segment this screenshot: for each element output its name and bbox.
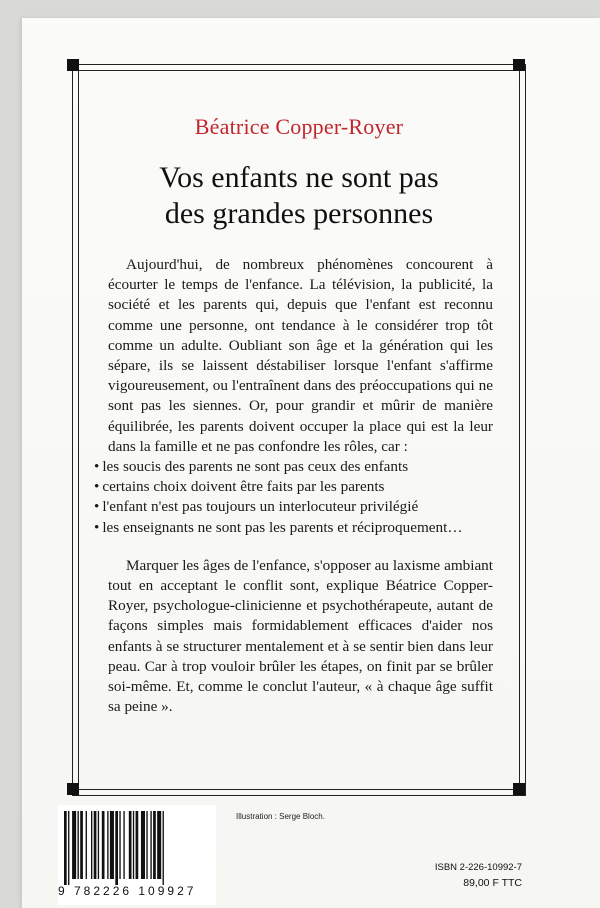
frame-corner-bottom-right: [513, 783, 525, 795]
frame-corner-bottom-left: [67, 783, 79, 795]
blurb-paragraph-1: Aujourd'hui, de nombreux phénomènes concourent à écourter le temps de l'enfance. La télévision, la publicité, la société et les parents qui, depuis que l'enfant est reconnu comme une personne, ont tendance à le considérer trop tôt comme un adulte. Oubliant son âge et la génération qui les sépare, ils se laissent déstabiliser lorsque l'enfant s'affirme vigoureusement, ou l'entraînent dans des préoccupations qui ne sont pas les siennes. Or, pour grandir et mûrir de manière équilibrée, les parents doivent occuper la place qui est la leur dans la famille et ne pas confondre les rôles, car :: [108, 256, 493, 455]
blurb-paragraph-2: Marquer les âges de l'enfance, s'opposer au laxisme ambiant tout en acceptant le conflit sont, explique Béatrice Copper-Royer, psychologue-clinicienne et psychothérapeute, autant de façons simples mais formidablement efficaces d'aider nos enfants à se structurer mentalement et à se sentir bien dans leur peau. Car à trop vouloir brûler les étapes, on finit par se brûler soi-même. Et, comme le conclut l'auteur, « à chaque âge suffit sa peine ».: [108, 556, 493, 716]
bullet-item: • les soucis des parents ne sont pas ceux des enfants: [94, 457, 493, 477]
title-line-1: Vos enfants ne sont pas: [159, 161, 439, 194]
bullet-item: • l'enfant n'est pas toujours un interlocuteur privilégié: [94, 497, 493, 517]
frame-corner-top-right: [513, 59, 525, 71]
title-line-2: des grandes personnes: [164, 197, 434, 230]
illustration-credit: Illustration : Serge Bloch.: [236, 812, 325, 821]
bullet-item: • certains choix doivent être faits par les parents: [94, 477, 493, 497]
book-title: [100, 160, 498, 232]
bullet-list: [94, 457, 493, 538]
barcode-number: 9 782226 109927: [58, 884, 197, 898]
blurb-text: [102, 255, 493, 717]
isbn: ISBN 2-226-10992-7: [434, 862, 522, 873]
price: 89,00 F TTC: [463, 877, 522, 889]
frame-corner-top-left: [67, 59, 79, 71]
author-name: Béatrice Copper-Royer: [194, 114, 404, 139]
bullet-item: • les enseignants ne sont pas les parents et réciproquement…: [94, 518, 493, 538]
